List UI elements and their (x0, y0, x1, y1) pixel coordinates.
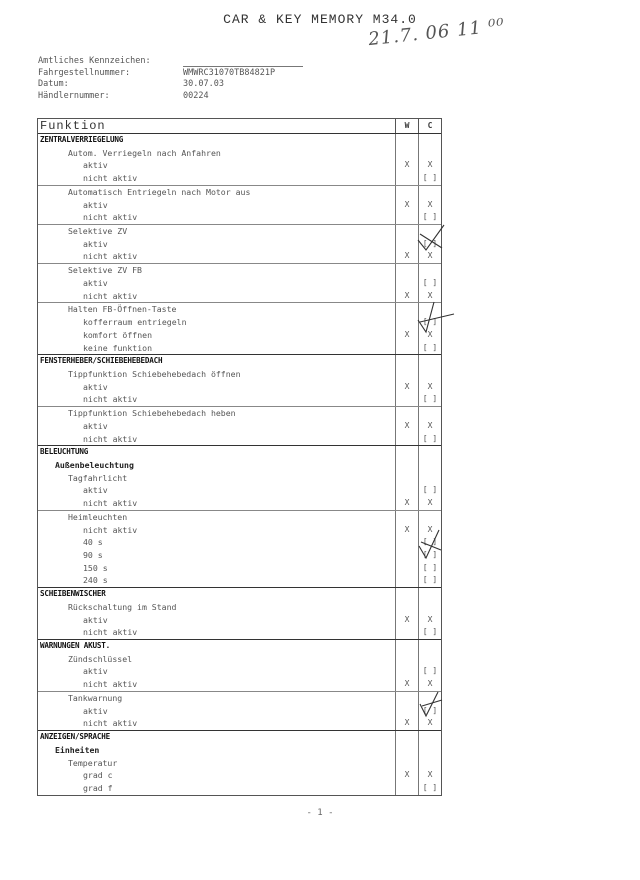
group-label: Selektive ZV FB (68, 265, 142, 276)
c-cell (418, 472, 441, 485)
option-label: grad f (83, 782, 113, 793)
option-row (38, 574, 441, 587)
group-row (38, 224, 441, 238)
option-label: aktiv (83, 277, 108, 288)
w-cell (395, 588, 418, 601)
group-row (38, 406, 441, 420)
w-cell (395, 744, 418, 757)
option-row (38, 211, 441, 224)
group-label: Tankwarnung (68, 692, 123, 703)
meta-value: WMWRC31070TB84821P (183, 67, 276, 78)
meta-value: 30.07.03 (183, 79, 224, 89)
option-row (38, 626, 441, 639)
group-label: Rückschaltung im Stand (68, 601, 177, 612)
w-cell (395, 601, 418, 614)
w-cell (395, 665, 418, 678)
option-label: aktiv (83, 666, 108, 677)
check-mark-icon (416, 690, 446, 720)
c-cell: X (418, 524, 441, 537)
w-cell (395, 757, 418, 770)
w-cell (395, 692, 418, 705)
section-row (38, 354, 441, 368)
w-cell: X (395, 329, 418, 342)
option-label: aktiv (83, 485, 108, 496)
w-cell (395, 172, 418, 185)
option-label: 90 s (83, 550, 103, 560)
option-row (38, 433, 441, 446)
option-label: aktiv (83, 420, 108, 431)
c-cell: [ ] (418, 665, 441, 678)
group-row (38, 757, 441, 770)
meta-row (38, 56, 303, 68)
w-cell (395, 355, 418, 368)
option-row (38, 342, 441, 355)
c-cell (418, 147, 441, 160)
option-row (38, 393, 441, 406)
group-label: Heimleuchten (68, 511, 128, 522)
subsection-label: Einheiten (55, 744, 100, 755)
table-header (38, 119, 441, 134)
option-row (38, 524, 441, 537)
option-label: nicht aktiv (83, 251, 138, 262)
option-label: aktiv (83, 705, 108, 716)
c-cell: [ ] (418, 238, 441, 251)
w-cell: X (395, 678, 418, 691)
option-row (38, 199, 441, 212)
group-row (38, 302, 441, 316)
w-cell (395, 574, 418, 587)
function-table (37, 118, 442, 796)
option-row (38, 769, 441, 782)
w-cell: X (395, 290, 418, 303)
option-label: nicht aktiv (83, 173, 138, 184)
section-label: WARNUNGEN AKUST. (40, 641, 110, 651)
c-cell: X (418, 717, 441, 730)
meta-label: Amtliches Kennzeichen: (38, 56, 151, 66)
option-row (38, 484, 441, 497)
section-row (38, 587, 441, 601)
meta-row (38, 68, 303, 80)
c-cell: X (418, 199, 441, 212)
c-cell: [ ] (418, 536, 441, 549)
group-row (38, 653, 441, 666)
c-cell: [ ] (418, 393, 441, 406)
section-label: BELEUCHTUNG (40, 447, 89, 457)
c-cell (418, 511, 441, 524)
c-cell: [ ] (418, 342, 441, 355)
option-label: nicht aktiv (83, 627, 138, 638)
w-cell (395, 640, 418, 653)
c-cell: [ ] (418, 484, 441, 497)
c-cell: X (418, 614, 441, 627)
c-cell (418, 446, 441, 459)
meta-row (38, 91, 303, 103)
c-cell (418, 134, 441, 147)
group-row (38, 368, 441, 381)
w-column-header: W (395, 119, 418, 133)
group-label: Autom. Verriegeln nach Anfahren (68, 147, 221, 158)
c-cell (418, 588, 441, 601)
option-label: nicht aktiv (83, 524, 138, 535)
option-label: aktiv (83, 238, 108, 249)
c-cell (418, 186, 441, 199)
c-cell: X (418, 678, 441, 691)
c-cell: [ ] (418, 549, 441, 562)
option-label: 240 s (83, 575, 108, 586)
vehicle-info (38, 56, 303, 102)
function-column-header: Funktion (40, 119, 106, 133)
option-row (38, 329, 441, 342)
meta-value: 00224 (183, 90, 209, 101)
group-label: Selektive ZV (68, 226, 128, 237)
option-row (38, 277, 441, 290)
subsection-label: Außenbeleuchtung (55, 459, 134, 470)
w-cell (395, 368, 418, 381)
w-cell (395, 705, 418, 718)
option-row (38, 678, 441, 691)
w-cell (395, 264, 418, 277)
option-label: kofferraum entriegeln (83, 317, 187, 328)
group-label: Tippfunktion Schiebehebedach öffnen (68, 368, 241, 379)
section-label: ZENTRALVERRIEGELUNG (40, 135, 124, 144)
option-label: aktiv (83, 381, 108, 392)
option-row (38, 381, 441, 394)
c-cell: [ ] (418, 574, 441, 587)
option-label: 150 s (83, 562, 108, 573)
group-row (38, 185, 441, 199)
group-label: Tagfahrlicht (68, 472, 128, 483)
meta-value (183, 56, 303, 67)
w-cell (395, 342, 418, 355)
subsection-row (38, 744, 441, 757)
c-cell: [ ] (418, 277, 441, 290)
w-cell (395, 393, 418, 406)
w-cell: X (395, 381, 418, 394)
c-cell (418, 731, 441, 744)
option-row (38, 316, 441, 329)
c-cell: X (418, 159, 441, 172)
c-cell: X (418, 769, 441, 782)
c-cell (418, 640, 441, 653)
section-label: FENSTERHEBER/SCHIEBEHEBEDACH (40, 356, 163, 366)
w-cell (395, 186, 418, 199)
c-cell: [ ] (418, 211, 441, 224)
meta-row (38, 79, 303, 91)
w-cell: X (395, 717, 418, 730)
meta-label: Datum: (38, 79, 69, 89)
c-cell: [ ] (418, 433, 441, 446)
w-cell (395, 407, 418, 420)
w-cell (395, 626, 418, 639)
w-cell (395, 484, 418, 497)
c-cell (418, 368, 441, 381)
c-cell (418, 407, 441, 420)
w-cell: X (395, 159, 418, 172)
group-row (38, 472, 441, 485)
section-label: SCHEIBENWISCHER (40, 589, 106, 599)
check-mark-icon (414, 222, 448, 256)
c-cell: [ ] (418, 705, 441, 718)
group-row (38, 691, 441, 705)
w-cell (395, 562, 418, 575)
c-cell (418, 459, 441, 472)
meta-label: Händlernummer: (38, 90, 110, 101)
w-cell: X (395, 497, 418, 510)
group-row (38, 147, 441, 160)
option-label: nicht aktiv (83, 290, 138, 301)
w-cell (395, 511, 418, 524)
meta-label: Fahrgestellnummer: (38, 67, 131, 78)
section-row (38, 639, 441, 653)
section-row (38, 134, 441, 147)
group-row (38, 601, 441, 614)
option-label: grad c (83, 770, 113, 781)
subsection-row (38, 459, 441, 472)
handwritten-note: 21.7. 06 11 ⁰⁰ (367, 14, 506, 51)
option-row (38, 665, 441, 678)
w-cell: X (395, 614, 418, 627)
option-label: nicht aktiv (83, 212, 138, 223)
w-cell (395, 459, 418, 472)
section-row (38, 445, 441, 459)
w-cell (395, 472, 418, 485)
group-row (38, 510, 441, 524)
section-row (38, 730, 441, 744)
w-cell (395, 277, 418, 290)
c-cell: X (418, 420, 441, 433)
option-row (38, 290, 441, 303)
option-row (38, 497, 441, 510)
option-row (38, 562, 441, 575)
c-cell: [ ] (418, 562, 441, 575)
w-cell (395, 134, 418, 147)
w-cell (395, 653, 418, 666)
w-cell (395, 433, 418, 446)
option-row (38, 159, 441, 172)
w-cell: X (395, 769, 418, 782)
w-cell (395, 446, 418, 459)
page-number: - 1 - (306, 808, 334, 818)
c-cell: [ ] (418, 172, 441, 185)
w-cell: X (395, 250, 418, 263)
c-cell: [ ] (418, 782, 441, 795)
option-row (38, 536, 441, 549)
option-label: keine funktion (83, 342, 153, 353)
w-cell (395, 731, 418, 744)
option-row (38, 420, 441, 433)
c-cell (418, 264, 441, 277)
c-cell (418, 601, 441, 614)
check-mark-icon (415, 528, 445, 562)
option-label: nicht aktiv (83, 498, 138, 509)
c-cell: X (418, 329, 441, 342)
c-column-header: C (418, 119, 441, 133)
w-cell (395, 147, 418, 160)
c-cell (418, 355, 441, 368)
w-cell (395, 782, 418, 795)
option-label: nicht aktiv (83, 433, 138, 444)
option-row (38, 250, 441, 263)
option-label: nicht aktiv (83, 718, 138, 729)
table-body (38, 134, 441, 795)
option-row (38, 717, 441, 730)
c-cell: X (418, 381, 441, 394)
w-cell: X (395, 524, 418, 537)
c-cell (418, 757, 441, 770)
check-mark-icon (412, 300, 456, 336)
document-title: CAR & KEY MEMORY M34.0 (223, 12, 417, 27)
option-row (38, 705, 441, 718)
option-label: 40 s (83, 537, 103, 548)
group-label: Automatisch Entriegeln nach Motor aus (68, 186, 251, 197)
c-cell (418, 744, 441, 757)
group-label: Temperatur (68, 757, 118, 768)
group-label: Tippfunktion Schiebehebedach heben (68, 408, 236, 419)
c-cell (418, 653, 441, 666)
option-label: aktiv (83, 199, 108, 210)
option-row (38, 549, 441, 562)
option-row (38, 782, 441, 795)
section-label: ANZEIGEN/SPRACHE (40, 732, 110, 742)
option-row (38, 614, 441, 627)
group-label: Zündschlüssel (68, 653, 133, 664)
option-label: aktiv (83, 160, 108, 171)
group-row (38, 263, 441, 277)
option-row (38, 172, 441, 185)
w-cell: X (395, 199, 418, 212)
c-cell: X (418, 497, 441, 510)
w-cell: X (395, 420, 418, 433)
group-label: Halten FB-Öffnen-Taste (68, 304, 177, 315)
c-cell: X (418, 250, 441, 263)
c-cell: [ ] (418, 626, 441, 639)
option-row (38, 238, 441, 251)
option-label: aktiv (83, 614, 108, 625)
option-label: komfort öffnen (83, 329, 153, 340)
c-cell: X (418, 290, 441, 303)
option-label: nicht aktiv (83, 679, 138, 690)
c-cell: [ ] (418, 316, 441, 329)
option-label: nicht aktiv (83, 394, 138, 405)
